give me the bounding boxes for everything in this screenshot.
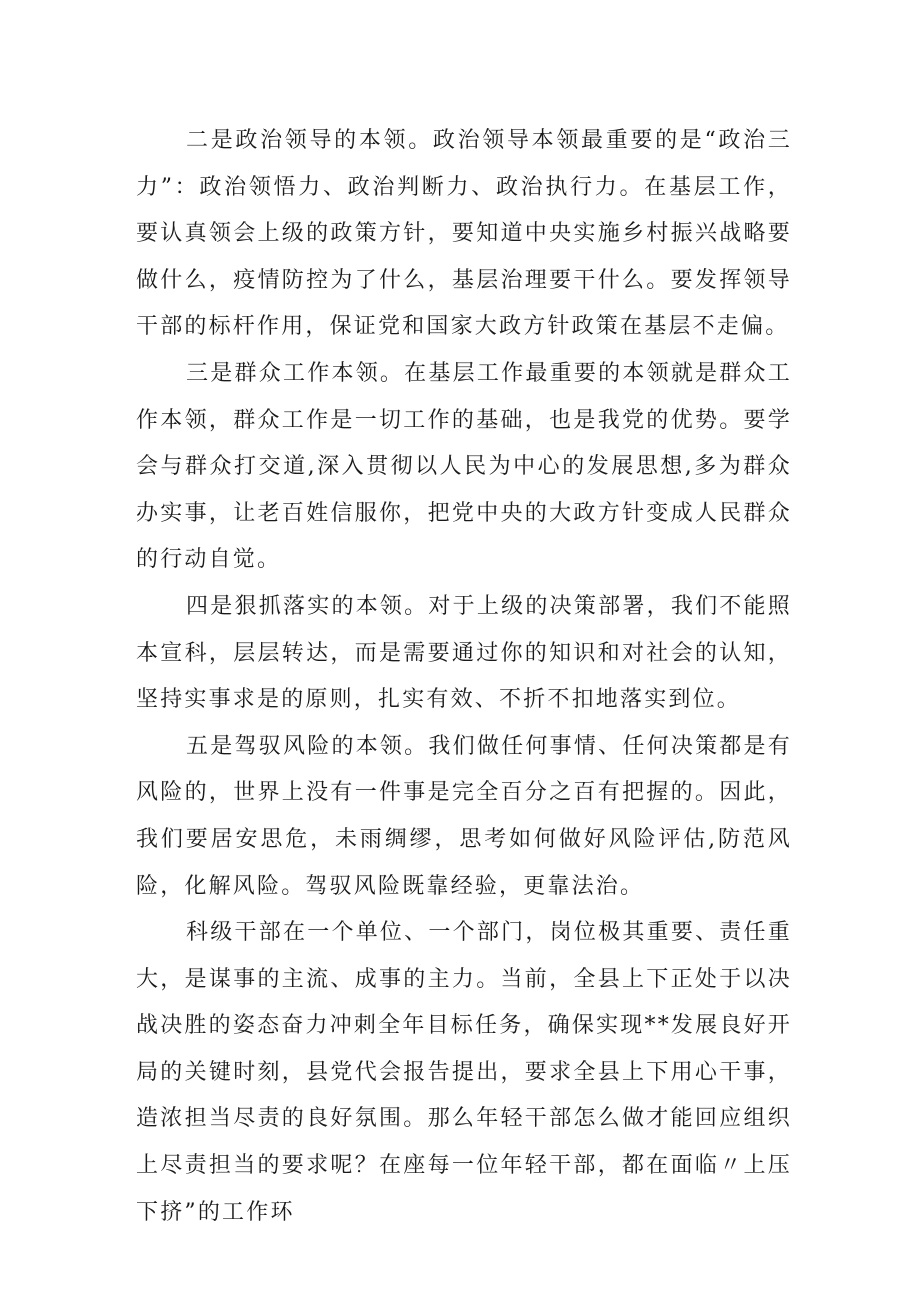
document-body (136, 118, 792, 1236)
paragraph-mass-work: 三是群众工作本领。在基层工作最重要的本领就是群众工作本领，群众工作是一切工作的基础，也是我党的优势。要学会与群众打交道,深入贯彻以人民为中心的发展思想,多为群众办实事，让老百姓信服你，把党中央的大政方针变成人民群众的行动自觉。 (136, 360, 792, 573)
paragraph-section-level-cadres: 科级干部在一个单位、一个部门，岗位极其重要、责任重大，是谋事的主流、成事的主力。当前，全县上下正处于以决战决胜的姿态奋力冲刺全年目标任务，确保实现**发展良好开局的关键时刻，县党代会报告提出，要求全县上下用心干事，造浓担当尽责的良好氛围。那么年轻干部怎么做才能回应组织上尽责担当的要求呢？在座每一位年轻干部，都在面临〃上压下挤”的工作环 (136, 920, 792, 1225)
paragraph-risk-control: 五是驾驭风险的本领。我们做任何事情、任何决策都是有风险的，世界上没有一件事是完全百分之百有把握的。因此，我们要居安思危，未雨绸缪，思考如何做好风险评估,防范风险，化解风险。驾驭风险既靠经验，更靠法治。 (136, 733, 792, 899)
paragraph-implementation: 四是狠抓落实的本领。对于上级的决策部署，我们不能照本宣科，层层转达，而是需要通过你的知识和对社会的认知，坚持实事求是的原则，扎实有效、不折不扣地落实到位。 (136, 593, 792, 713)
paragraph-political-leadership: 二是政治领导的本领。政治领导本领最重要的是“政治三力”：政治领悟力、政治判断力、政治执行力。在基层工作，要认真领会上级的政策方针，要知道中央实施乡村振兴战略要做什么，疫情防控为了什么，基层治理要干什么。要发挥领导干部的标杆作用，保证党和国家大政方针政策在基层不走偏。 (136, 128, 792, 340)
